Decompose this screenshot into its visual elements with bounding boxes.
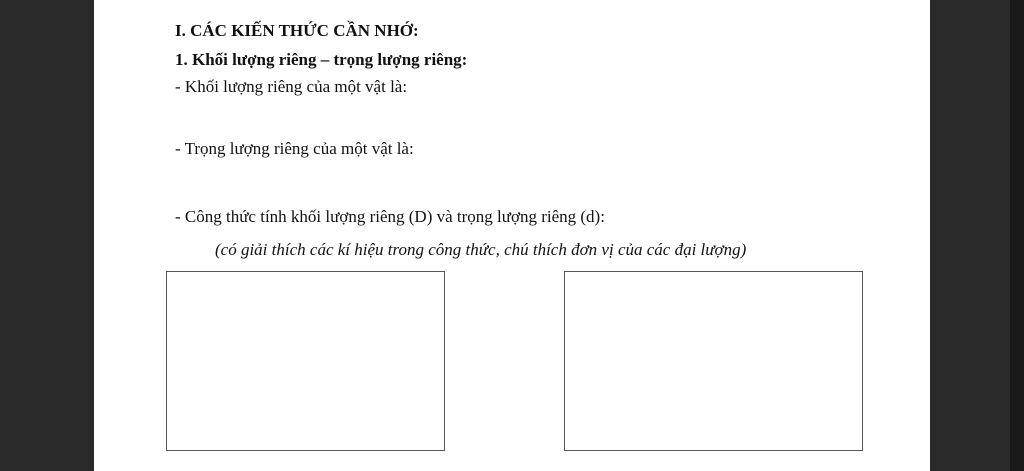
- density-definition-prompt: - Khối lượng riêng của một vật là:: [175, 77, 408, 96]
- specific-weight-definition-prompt: - Trọng lượng riêng của một vật là:: [175, 139, 414, 158]
- viewer-edge: [1010, 0, 1024, 471]
- subsection-heading: 1. Khối lượng riêng – trọng lượng riêng:: [175, 50, 468, 69]
- density-formula-box: [166, 271, 445, 451]
- specific-weight-formula-box: [564, 271, 863, 451]
- document-page: [94, 0, 930, 471]
- formula-note: (có giải thích các kí hiệu trong công thức, chú thích đơn vị của các đại lượng): [215, 240, 747, 259]
- formula-prompt: - Công thức tính khối lượng riêng (D) và trọng lượng riêng (d):: [175, 207, 605, 226]
- section-heading: I. CÁC KIẾN THỨC CẦN NHỚ:: [175, 21, 419, 40]
